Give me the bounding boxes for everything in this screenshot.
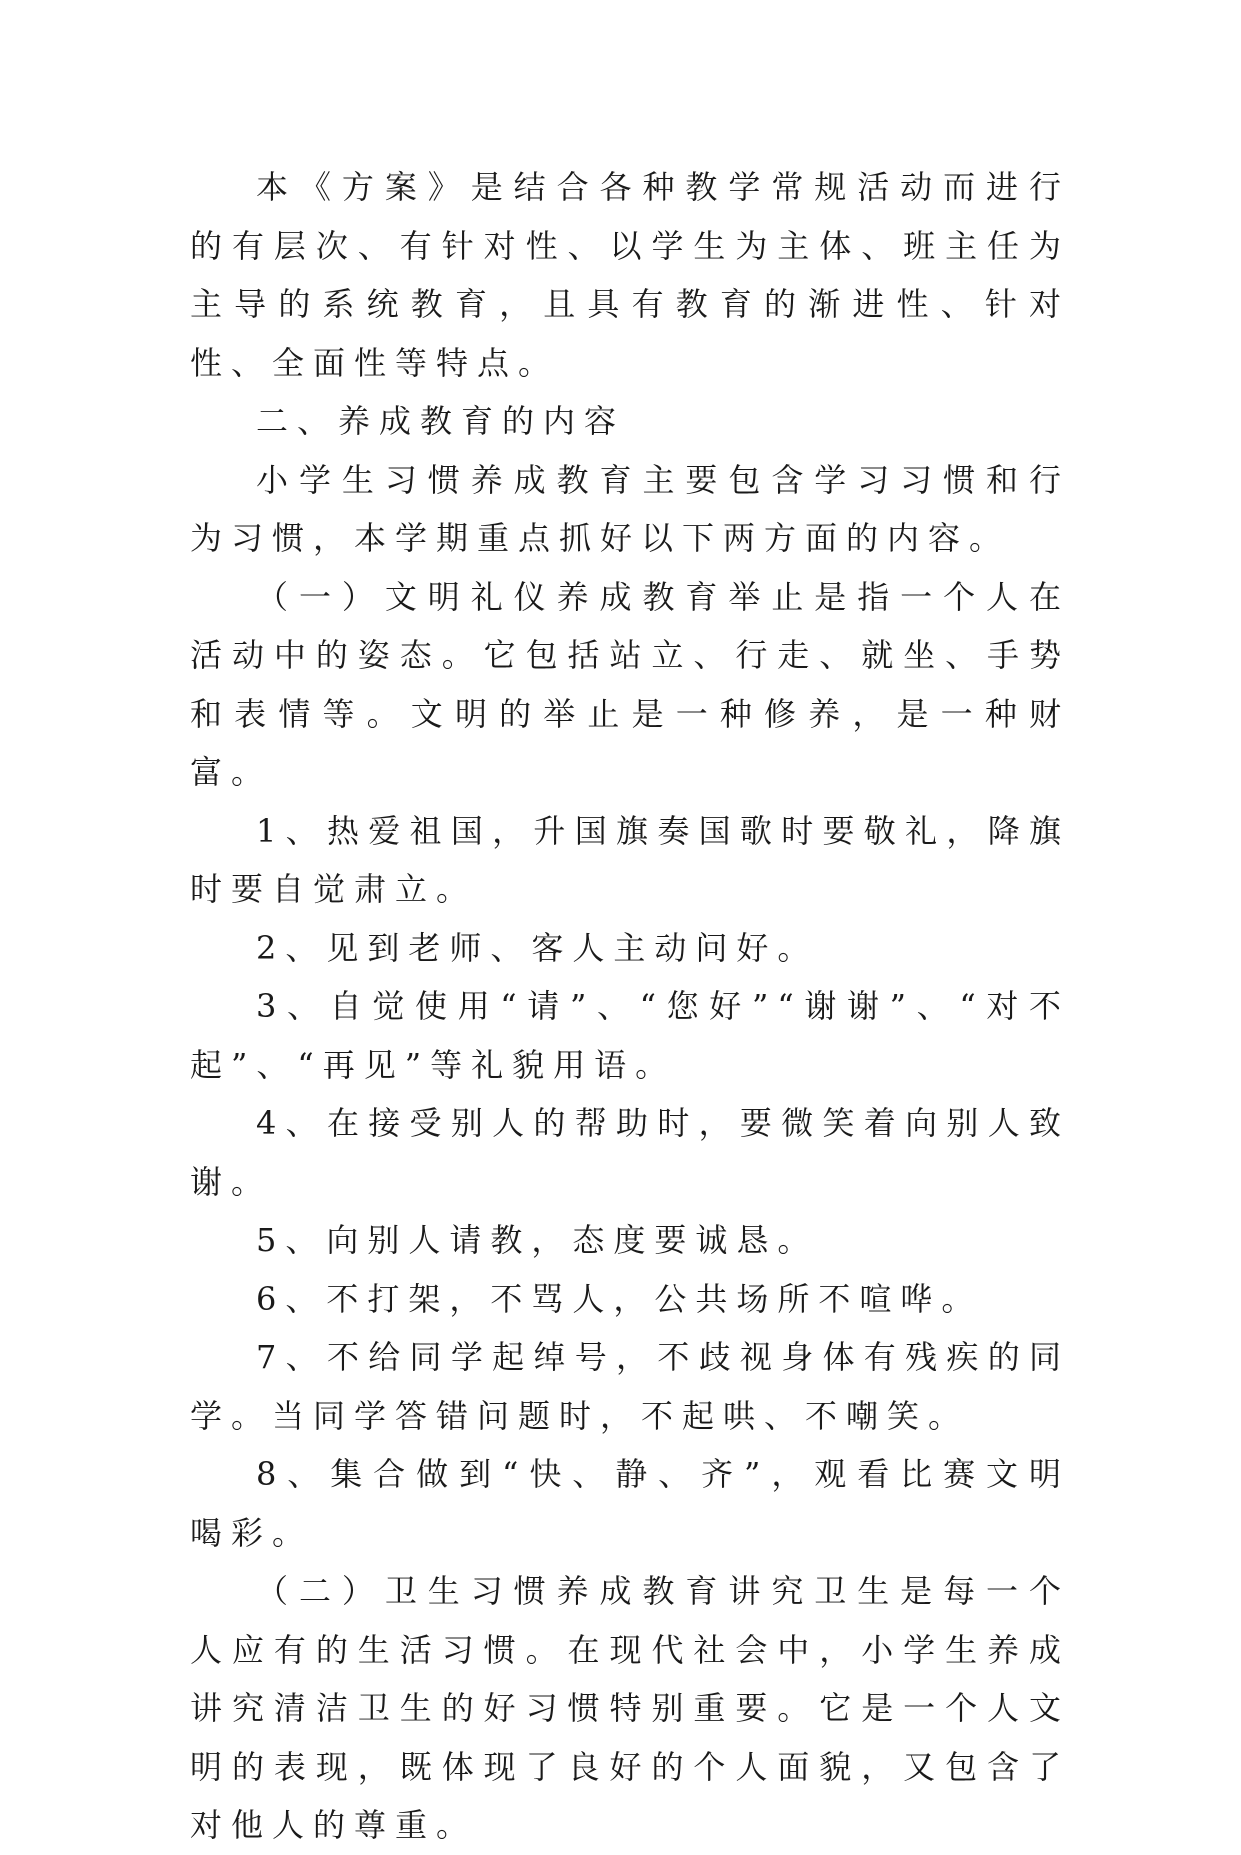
subsection-hygiene: （二）卫生习惯养成教育讲究卫生是每一个人应有的生活习惯。在现代社会中，小学生养成讲究清洁卫生的好习惯特别重要。它是一个人文明的表现，既体现了良好的个人面貌，又包含了对他人的尊重。 bbox=[190, 1572, 1070, 1844]
list-item-1: 1、热爱祖国，升国旗奏国歌时要敬礼，降旗时要自觉肃立。 bbox=[190, 811, 1070, 908]
document-body bbox=[190, 158, 1070, 1855]
list-item-8: 8、集合做到“快、静、齐”，观看比赛文明喝彩。 bbox=[190, 1455, 1070, 1552]
list-item-7: 7、不给同学起绰号，不歧视身体有残疾的同学。当同学答错问题时，不起哄、不嘲笑。 bbox=[190, 1338, 1070, 1435]
paragraph-content-overview: 小学生习惯养成教育主要包含学习习惯和行为习惯，本学期重点抓好以下两方面的内容。 bbox=[190, 460, 1070, 557]
section-heading-content: 二、养成教育的内容 bbox=[256, 402, 626, 440]
subsection-etiquette: （一）文明礼仪养成教育举止是指一个人在活动中的姿态。它包括站立、行走、就坐、手势和表情等。文明的举止是一种修养，是一种财富。 bbox=[190, 577, 1070, 791]
list-item-4: 4、在接受别人的帮助时，要微笑着向别人致谢。 bbox=[190, 1104, 1070, 1201]
list-item-3: 3、自觉使用“请”、“您好”“谢谢”、“对不起”、“再见”等礼貌用语。 bbox=[190, 987, 1070, 1084]
paragraph-intro-summary: 本《方案》是结合各种教学常规活动而进行的有层次、有针对性、以学生为主体、班主任为主导的系统教育，且具有教育的渐进性、针对性、全面性等特点。 bbox=[190, 168, 1070, 382]
list-item-6: 6、不打架，不骂人，公共场所不喧哗。 bbox=[256, 1279, 983, 1318]
list-item-5: 5、向别人请教，态度要诚恳。 bbox=[256, 1221, 819, 1259]
list-item-2: 2、见到老师、客人主动问好。 bbox=[256, 928, 819, 967]
